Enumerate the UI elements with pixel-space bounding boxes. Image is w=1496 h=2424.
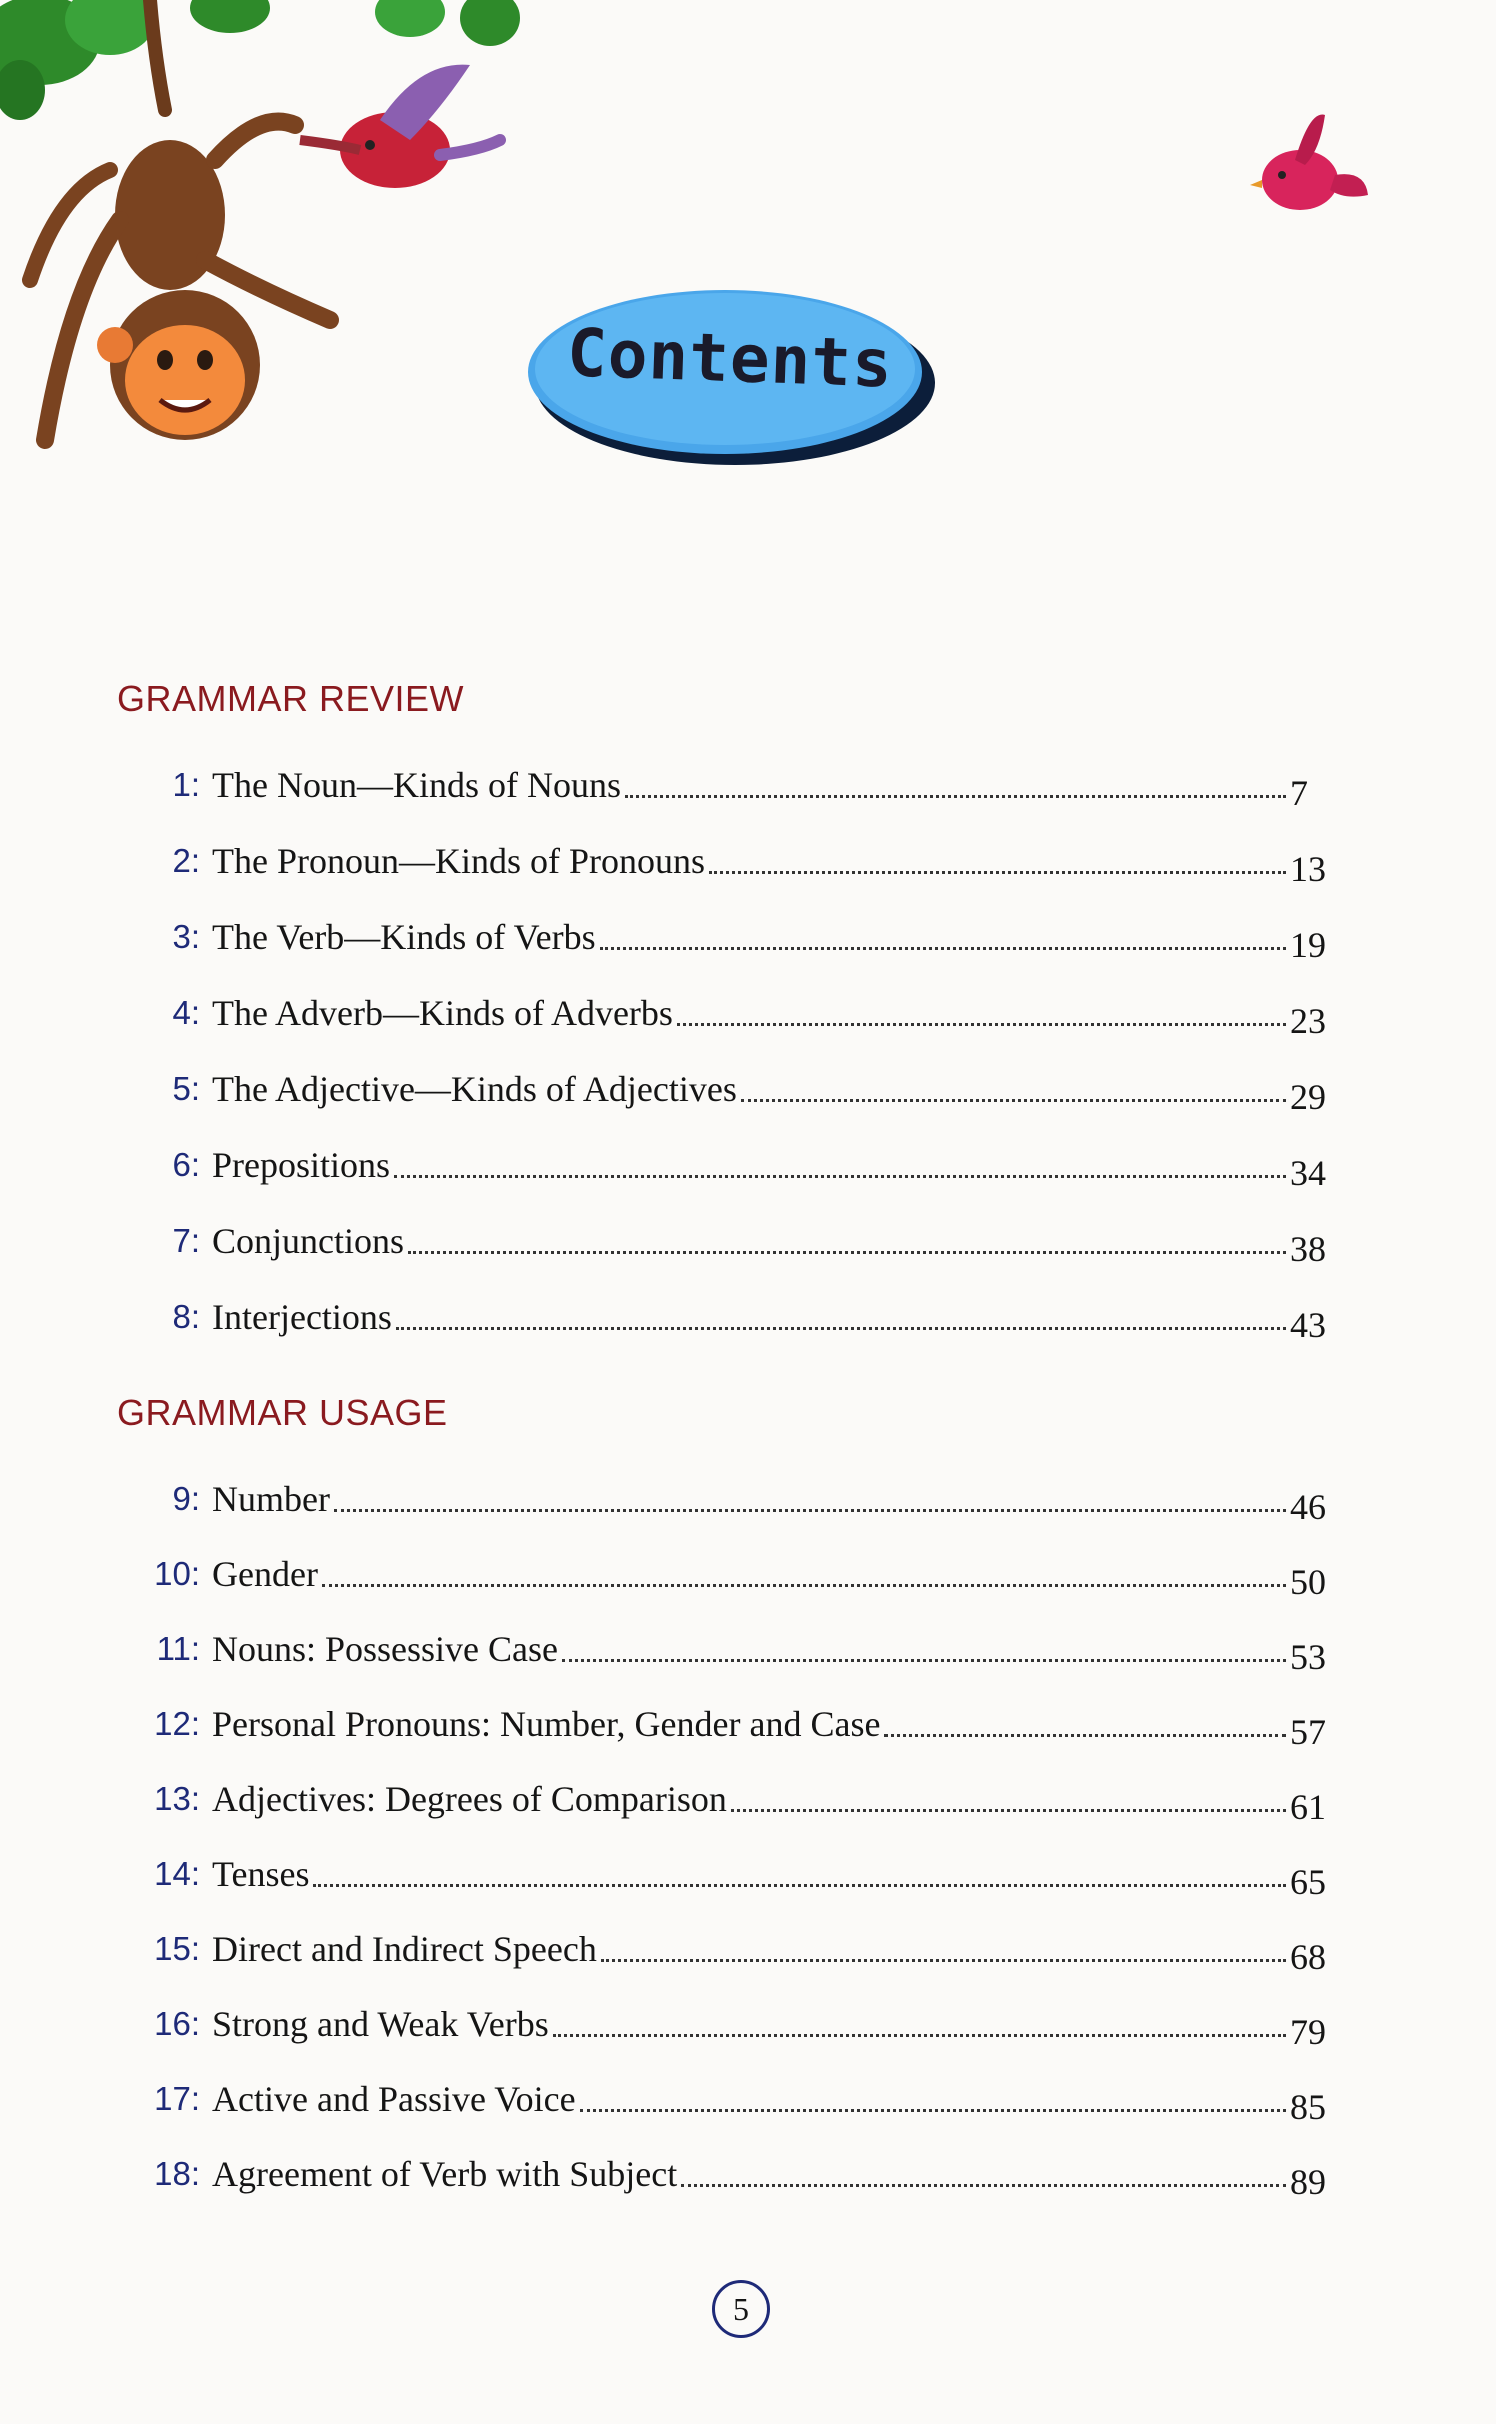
chapter-title: Active and Passive Voice — [212, 2079, 576, 2119]
chapter-number: 15: — [154, 1930, 200, 1967]
chapter-number: 1: — [172, 766, 200, 803]
chapter-title: The Adverb—Kinds of Adverbs — [212, 993, 673, 1033]
toc-entry[interactable] — [120, 834, 1340, 894]
toc-entry[interactable] — [120, 1922, 1340, 1982]
chapter-number: 5: — [172, 1070, 200, 1107]
pink-bird-icon — [1250, 115, 1368, 210]
section-heading-grammar-usage: GRAMMAR USAGE — [117, 1392, 448, 1433]
chapter-title: The Adjective—Kinds of Adjectives — [212, 1069, 737, 1109]
chapter-title: Nouns: Possessive Case — [212, 1629, 559, 1669]
toc-entry[interactable] — [120, 1214, 1340, 1274]
dot-leader — [396, 1327, 1286, 1330]
chapter-page: 89 — [1290, 2162, 1326, 2202]
chapter-page: 46 — [1290, 1487, 1326, 1527]
toc-entry[interactable] — [120, 1138, 1340, 1198]
chapter-page: 79 — [1290, 2012, 1326, 2052]
chapter-page: 57 — [1290, 1712, 1326, 1752]
dot-leader — [313, 1884, 1286, 1887]
chapter-number: 11: — [156, 1630, 200, 1667]
chapter-number: 7: — [172, 1222, 200, 1259]
dot-leader — [731, 1809, 1286, 1812]
dot-leader — [562, 1659, 1286, 1662]
chapter-number: 14: — [154, 1855, 200, 1892]
chapter-title: Number — [212, 1479, 330, 1519]
chapter-title: Prepositions — [212, 1145, 391, 1185]
chapter-page: 65 — [1290, 1862, 1326, 1902]
chapter-title: Adjectives: Degrees of Comparison — [212, 1779, 727, 1819]
dot-leader — [580, 2109, 1286, 2112]
dot-leader — [600, 947, 1286, 950]
chapter-number: 2: — [172, 842, 200, 879]
dot-leader — [553, 2034, 1286, 2037]
dot-leader — [322, 1584, 1286, 1587]
section-heading-grammar-review: GRAMMAR REVIEW — [117, 678, 465, 719]
chapter-page: 19 — [1290, 925, 1326, 965]
chapter-number: 10: — [154, 1555, 200, 1592]
chapter-number: 12: — [154, 1705, 200, 1742]
chapter-number: 8: — [172, 1298, 200, 1335]
toc-entry[interactable] — [120, 1997, 1340, 2057]
dot-leader — [681, 2184, 1286, 2187]
chapter-page: 43 — [1290, 1305, 1326, 1345]
chapter-page: 23 — [1290, 1001, 1326, 1041]
dot-leader — [741, 1099, 1286, 1102]
purple-winged-bird-icon — [300, 65, 500, 188]
chapter-number: 3: — [172, 918, 200, 955]
chapter-page: 7 — [1290, 773, 1308, 813]
toc-entry[interactable] — [120, 1290, 1340, 1350]
chapter-title: Strong and Weak Verbs — [212, 2004, 549, 2044]
toc-entry[interactable] — [120, 1062, 1340, 1122]
chapter-page: 29 — [1290, 1077, 1326, 1117]
chapter-title: The Noun—Kinds of Nouns — [212, 765, 621, 805]
toc-entry[interactable] — [120, 2072, 1340, 2132]
toc-entry[interactable] — [120, 1547, 1340, 1607]
chapter-title: Personal Pronouns: Number, Gender and Case — [212, 1704, 881, 1744]
toc-entry[interactable] — [120, 1697, 1340, 1757]
chapter-title: Gender — [212, 1554, 318, 1594]
chapter-page: 61 — [1290, 1787, 1326, 1827]
chapter-title: The Pronoun—Kinds of Pronouns — [212, 841, 705, 881]
toc-entry[interactable] — [120, 1472, 1340, 1532]
chapter-title: Tenses — [212, 1854, 310, 1894]
toc-entry[interactable] — [120, 1772, 1340, 1832]
chapter-number: 13: — [154, 1780, 200, 1817]
toc-entry[interactable] — [120, 758, 1340, 818]
page-number: 5 — [712, 2280, 770, 2338]
chapter-page: 34 — [1290, 1153, 1326, 1193]
chapter-title: Direct and Indirect Speech — [212, 1929, 597, 1969]
toc-entry[interactable] — [120, 1847, 1340, 1907]
dot-leader — [709, 871, 1286, 874]
dot-leader — [408, 1251, 1286, 1254]
chapter-number: 16: — [154, 2005, 200, 2042]
chapter-number: 18: — [154, 2155, 200, 2192]
toc-entry[interactable] — [120, 986, 1340, 1046]
chapter-number: 9: — [172, 1480, 200, 1517]
title-badge — [520, 265, 940, 480]
chapter-title: Conjunctions — [212, 1221, 405, 1261]
chapter-number: 4: — [172, 994, 200, 1031]
chapter-page: 13 — [1290, 849, 1326, 889]
chapter-number: 6: — [172, 1146, 200, 1183]
chapter-page: 85 — [1290, 2087, 1326, 2127]
chapter-title: Agreement of Verb with Subject — [212, 2154, 678, 2194]
dot-leader — [677, 1023, 1286, 1026]
dot-leader — [625, 795, 1286, 798]
chapter-page: 68 — [1290, 1937, 1326, 1977]
chapter-number: 17: — [154, 2080, 200, 2117]
chapter-page: 50 — [1290, 1562, 1326, 1602]
chapter-title: The Verb—Kinds of Verbs — [212, 917, 596, 957]
dot-leader — [601, 1959, 1286, 1962]
chapter-page: 53 — [1290, 1637, 1326, 1677]
dot-leader — [394, 1175, 1286, 1178]
dot-leader — [884, 1734, 1286, 1737]
toc-entry[interactable] — [120, 1622, 1340, 1682]
toc-entry[interactable] — [120, 2147, 1340, 2207]
chapter-title: Interjections — [212, 1297, 392, 1337]
toc-entry[interactable] — [120, 910, 1340, 970]
dot-leader — [334, 1509, 1286, 1512]
chapter-page: 38 — [1290, 1229, 1326, 1269]
page-title: Contents — [565, 314, 895, 403]
